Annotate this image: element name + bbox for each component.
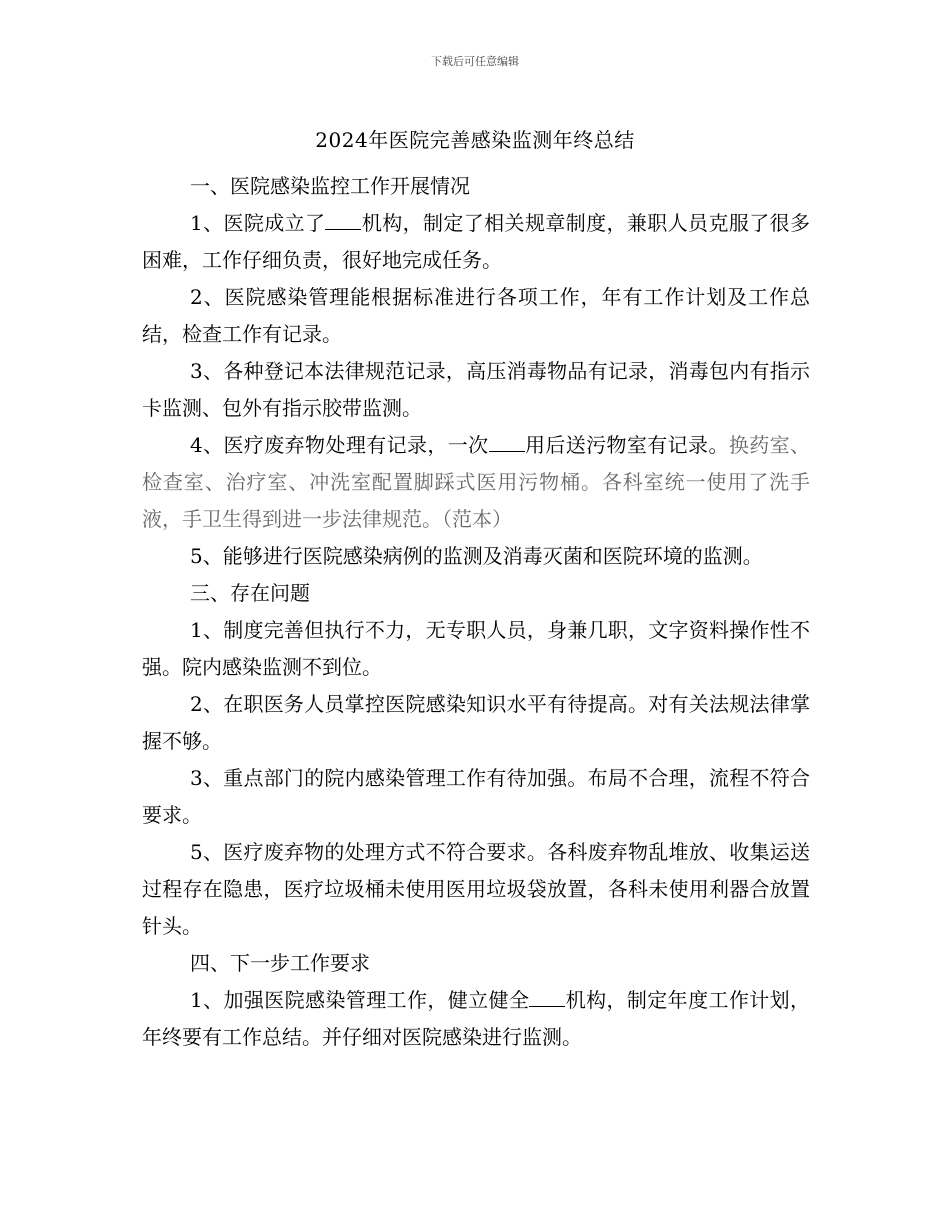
section-heading-3: 三、存在问题	[190, 581, 310, 605]
paragraph-4-template-text: 换药室、检查室、治疗室、冲洗室配置脚踩式医用污物桶。各科室统一使用了洗手液，手卫生得到进一步法律规范。（范本）	[142, 433, 811, 531]
blank-line	[325, 211, 361, 230]
paragraph-4	[142, 427, 810, 538]
problem-2: 2、在职医务人员掌控医院感染知识水平有待提高。对有关法规法律掌握不够。	[142, 692, 810, 753]
problem-5: 5、医疗废弃物的处理方式不符合要求。各科废弃物乱堆放、收集运送过程存在隐患，医疗垃圾桶未使用医用垃圾袋放置，各科未使用利器合放置针头。	[142, 840, 810, 938]
document-title: 2024年医院完善感染监测年终总结	[315, 128, 635, 152]
paragraph-1-part-b: 机构，制定了相关规章制度，兼职人员克服了很多困难，工作仔细负责，很好地完成任务。	[142, 211, 810, 272]
paragraph-3: 3、各种登记本法律规范记录，高压消毒物品有记录，消毒包内有指示卡监测、包外有指示胶带监测。	[142, 359, 810, 420]
section-heading-4: 四、下一步工作要求	[190, 951, 370, 975]
paragraph-1-part-a: 1、医院成立了	[190, 211, 326, 235]
paragraph-4-part-a: 4、医疗废弃物处理有记录，一次	[190, 433, 489, 457]
section-heading-1: 一、医院感染监控工作开展情况	[190, 174, 470, 198]
requirement-1-part-a: 1、加强医院感染管理工作，健立健全	[190, 988, 530, 1012]
page-header: 下载后可任意编辑	[431, 55, 519, 68]
blank-line	[529, 988, 565, 1007]
paragraph-4-part-b: 用后送污物室有记录。	[524, 433, 729, 457]
paragraph-5: 5、能够进行医院感染病例的监测及消毒灭菌和医院环境的监测。	[190, 544, 763, 568]
requirement-1	[142, 982, 810, 1056]
paragraph-2: 2、医院感染管理能根据标准进行各项工作，年有工作计划及工作总结，检查工作有记录。	[142, 285, 810, 346]
paragraph-1	[142, 205, 810, 279]
document-body	[142, 168, 810, 1056]
problem-1: 1、制度完善但执行不力，无专职人员，身兼几职，文字资料操作性不强。院内感染监测不到位。	[142, 618, 810, 679]
blank-line	[489, 433, 525, 452]
problem-3: 3、重点部门的院内感染管理工作有待加强。布局不合理，流程不符合要求。	[142, 766, 810, 827]
requirement-1-part-b: 机构，制定年度工作计划，年终要有工作总结。并仔细对医院感染进行监测。	[142, 988, 811, 1049]
